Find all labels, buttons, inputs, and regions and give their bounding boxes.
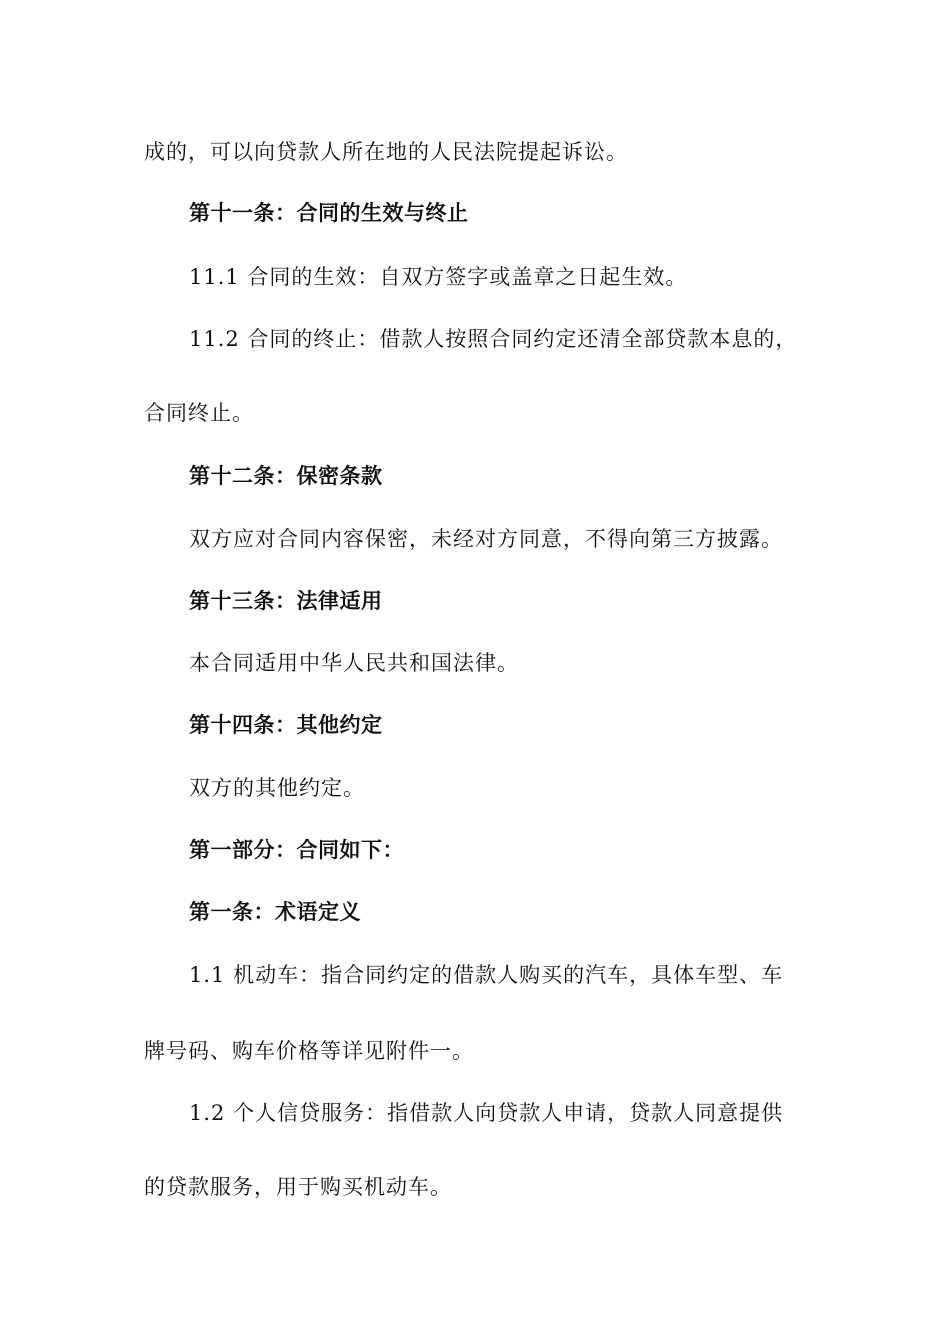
article-11-heading: 第十一条：合同的生效与终止	[189, 201, 469, 225]
clause-11-1: 11.1 合同的生效：自双方签字或盖章之日起生效。	[189, 265, 688, 289]
part-1-heading: 第一部分：合同如下：	[189, 838, 404, 862]
clause-11-2-line-1: 11.2 合同的终止：借款人按照合同约定还清全部贷款本息的，	[189, 327, 798, 351]
clause-1-2-line-1: 1.2 个人信贷服务：指借款人向贷款人申请，贷款人同意提供	[189, 1101, 784, 1125]
article-13-heading: 第十三条：法律适用	[189, 589, 383, 613]
article-12-body: 双方应对合同内容保密，未经对方同意，不得向第三方披露。	[189, 527, 783, 551]
clause-11-2-line-2: 合同终止。	[144, 401, 254, 425]
article-12-heading: 第十二条：保密条款	[189, 464, 383, 488]
clause-1-1-line-2: 牌号码、购车价格等详见附件一。	[144, 1039, 474, 1063]
paragraph-continuation: 成的，可以向贷款人所在地的人民法院提起诉讼。	[144, 140, 628, 164]
clause-1-2-line-2: 的贷款服务，用于购买机动车。	[144, 1175, 452, 1199]
clause-1-1-line-1: 1.1 机动车：指合同约定的借款人购买的汽车，具体车型、车	[189, 963, 784, 987]
article-14-body: 双方的其他约定。	[189, 776, 365, 800]
article-14-heading: 第十四条：其他约定	[189, 713, 383, 737]
article-13-body: 本合同适用中华人民共和国法律。	[189, 651, 519, 675]
article-1-heading: 第一条：术语定义	[189, 900, 361, 924]
